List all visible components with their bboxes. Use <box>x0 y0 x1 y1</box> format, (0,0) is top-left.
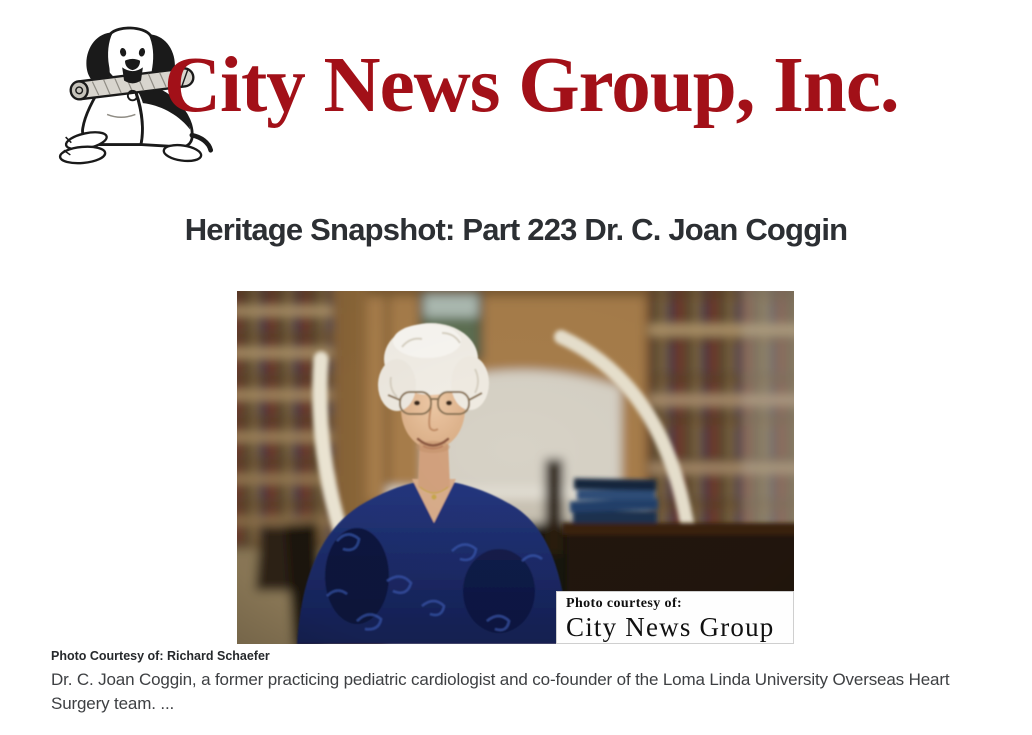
photo-overlay-credit <box>556 591 794 644</box>
photo-credit: Photo Courtesy of: Richard Schaefer <box>51 649 270 663</box>
article-photo <box>237 291 794 644</box>
photo-overlay-line2: City News Group <box>566 612 775 642</box>
brand-name[interactable]: City News Group, Inc. <box>164 42 899 129</box>
article-body: Dr. C. Joan Coggin, a former practicing pediatric cardiologist and co-founder of the Loma Linda University Overseas Heart Surgery team. ... <box>51 670 950 713</box>
article-headline: Heritage Snapshot: Part 223 Dr. C. Joan Coggin <box>184 212 848 247</box>
photo-overlay-line1: Photo courtesy of: <box>566 596 683 611</box>
